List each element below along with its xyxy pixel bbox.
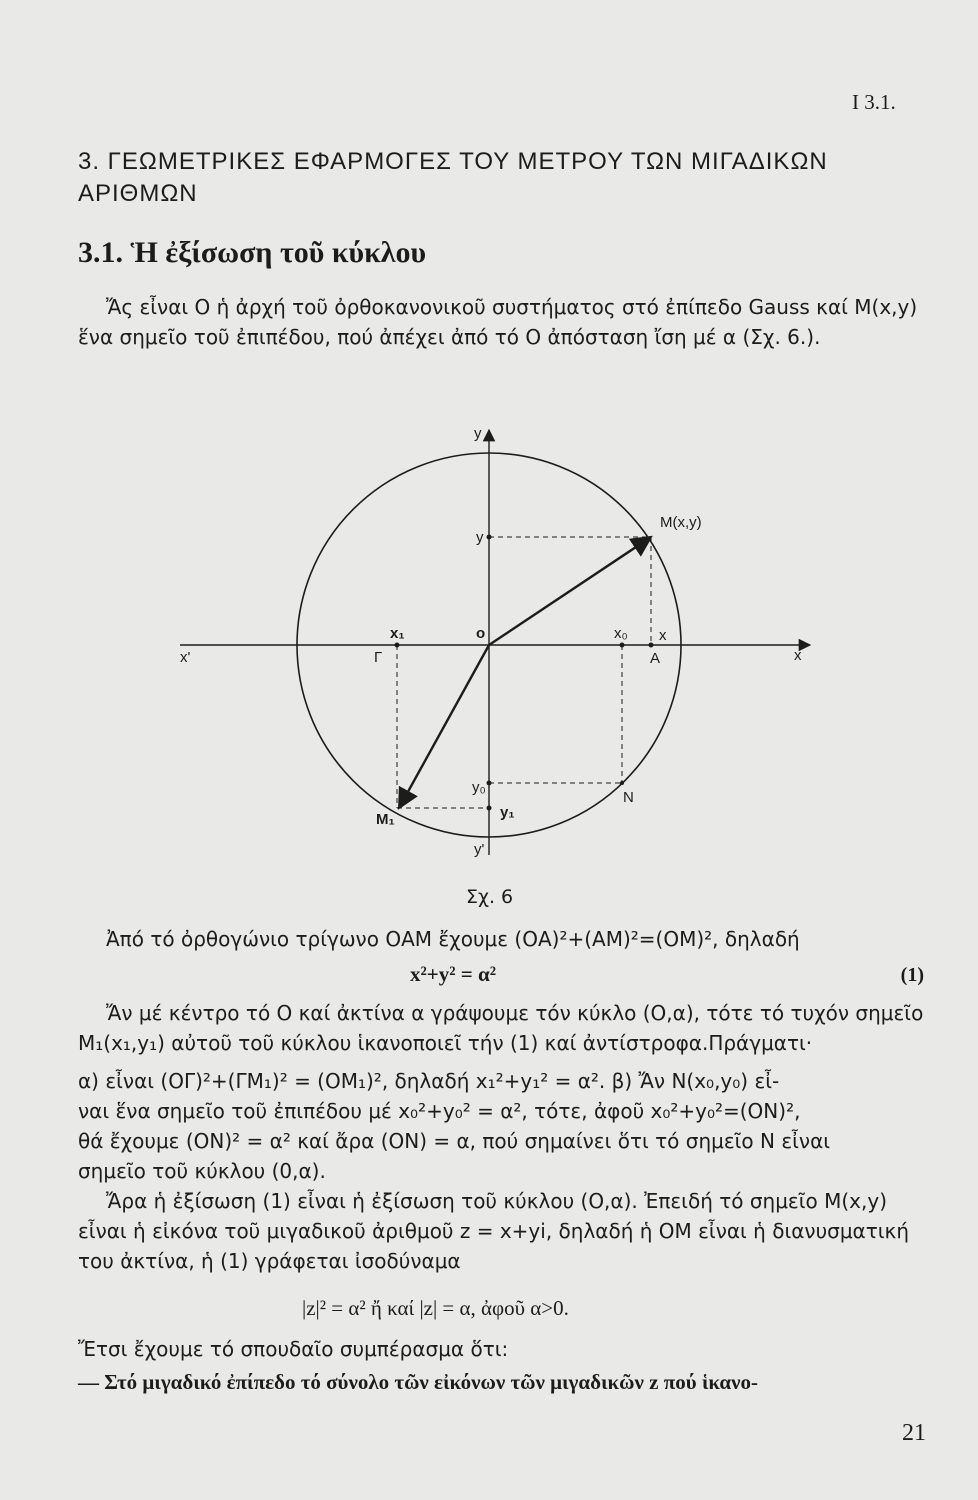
label-y1: y₁	[500, 804, 515, 821]
subsection-title: 3.1. Ἡ ἐξίσωση τοῦ κύκλου	[78, 236, 427, 269]
point-x0	[620, 643, 625, 648]
label-x-pos: x	[794, 647, 802, 664]
label-M: M(x,y)	[660, 514, 702, 531]
chapter-title: 3. ΓΕΩΜΕΤΡΙΚΕΣ ΕΦΑΡΜΟΓΕΣ ΤΟΥ ΜΕΤΡΟΥ ΤΩΝ ΜΙΓΑΔΙΚΩΝ ΑΡΙΘΜΩΝ	[78, 148, 828, 207]
label-x1: x₁	[390, 625, 405, 642]
point-N	[620, 781, 624, 785]
circle-paragraph-line-4: θά ἔχουμε (ΟΝ)² = α² καί ἄρα (ΟΝ) = α, πού σημαίνει ὅτι τό σημεῖο Ν εἶναι	[78, 1129, 831, 1153]
label-y-tick: y	[476, 529, 484, 546]
circle-figure	[0, 420, 978, 890]
circle-paragraph-line-5: σημεῖο τοῦ κύκλου (0,α).	[78, 1159, 326, 1183]
circle-paragraph-line-3: ναι ἕνα σημεῖο τοῦ ἐπιπέδου μέ x₀²+y₀² = α², τότε, ἀφοῦ x₀²+y₀²=(ΟΝ)²,	[78, 1099, 801, 1123]
point-y	[487, 535, 492, 540]
label-N: N	[623, 789, 634, 806]
circle-paragraph-line-1: Ἄν μέ κέντρο τό Ο καί ἀκτίνα α γράψουμε τόν κύκλο (Ο,α), τότε τό τυχόν σημεῖο Μ₁(x₁,y₁) αὐτοῦ τοῦ κύκλου ἱκανοποιεῖ τήν (1) καί ἀντίστροφα.Πράγματι·	[78, 1001, 924, 1055]
point-y1	[487, 806, 492, 811]
label-origin: o	[476, 625, 486, 642]
label-y-pos: y	[474, 425, 482, 442]
conclusion-statement: — Στό μιγαδικό ἐπίπεδο τό σύνολο τῶν εἰκόνων τῶν μιγαδικῶν z πού ἱκανο-	[78, 1370, 759, 1394]
intro-paragraph: Ἄς εἶναι Ο ἡ ἀρχή τοῦ ὀρθοκανονικοῦ συστήματος στό ἐπίπεδο Gauss καί Μ(x,y) ἕνα σημεῖο τοῦ ἐπιπέδου, πού ἀπέχει ἀπό τό Ο ἀπόσταση ἴση μέ α (Σχ. 6.).	[78, 295, 918, 349]
label-M1: M₁	[376, 811, 395, 828]
triangle-paragraph: Ἀπό τό ὀρθογώνιο τρίγωνο ΟΑΜ ἔχουμε (ΟΑ)²+(ΑΜ)²=(ΟΜ)², δηλαδή	[106, 927, 800, 951]
point-x1	[395, 643, 400, 648]
point-y0	[487, 781, 492, 786]
label-y0: y₀	[472, 779, 486, 796]
label-x-tick: x	[659, 627, 667, 644]
equation-1: x²+y² = α²	[410, 962, 497, 986]
section-reference: Ι 3.1.	[852, 90, 896, 114]
equation-2: |z|² = α² ἤ καί |z| = α, ἀφοῦ α>0.	[302, 1296, 569, 1320]
label-x0: x₀	[614, 625, 628, 642]
circle-paragraph-line-2: α) εἶναι (ΟΓ)²+(ΓΜ₁)² = (ΟΜ₁)², δηλαδή x₁²+y₁² = α². β) Ἄν Ν(x₀,y₀) εἶ-	[78, 1069, 780, 1093]
conclusion-intro: Ἔτσι ἔχουμε τό σπουδαῖο συμπέρασμα ὅτι:	[78, 1337, 509, 1361]
label-A: A	[650, 650, 661, 667]
equation-1-number: (1)	[900, 964, 924, 986]
point-A	[649, 643, 654, 648]
label-x-neg: x'	[180, 649, 191, 666]
vector-paragraph: Ἄρα ἡ ἐξίσωση (1) εἶναι ἡ ἐξίσωση τοῦ κύκλου (Ο,α). Ἐπειδή τό σημεῖο Μ(x,y) εἶναι ἡ εἰκόνα τοῦ μιγαδικοῦ ἀριθμοῦ z = x+yi, δηλαδή ἡ ΟΜ εἶναι ἡ διανυσματική του ἀκτίνα, ἡ (1) γράφεται ἰσοδύναμα	[78, 1189, 909, 1273]
figure-caption: Σχ. 6	[466, 886, 514, 908]
label-y-neg: y'	[474, 841, 485, 858]
page-number: 21	[902, 1420, 926, 1446]
label-G: Γ	[374, 649, 383, 666]
